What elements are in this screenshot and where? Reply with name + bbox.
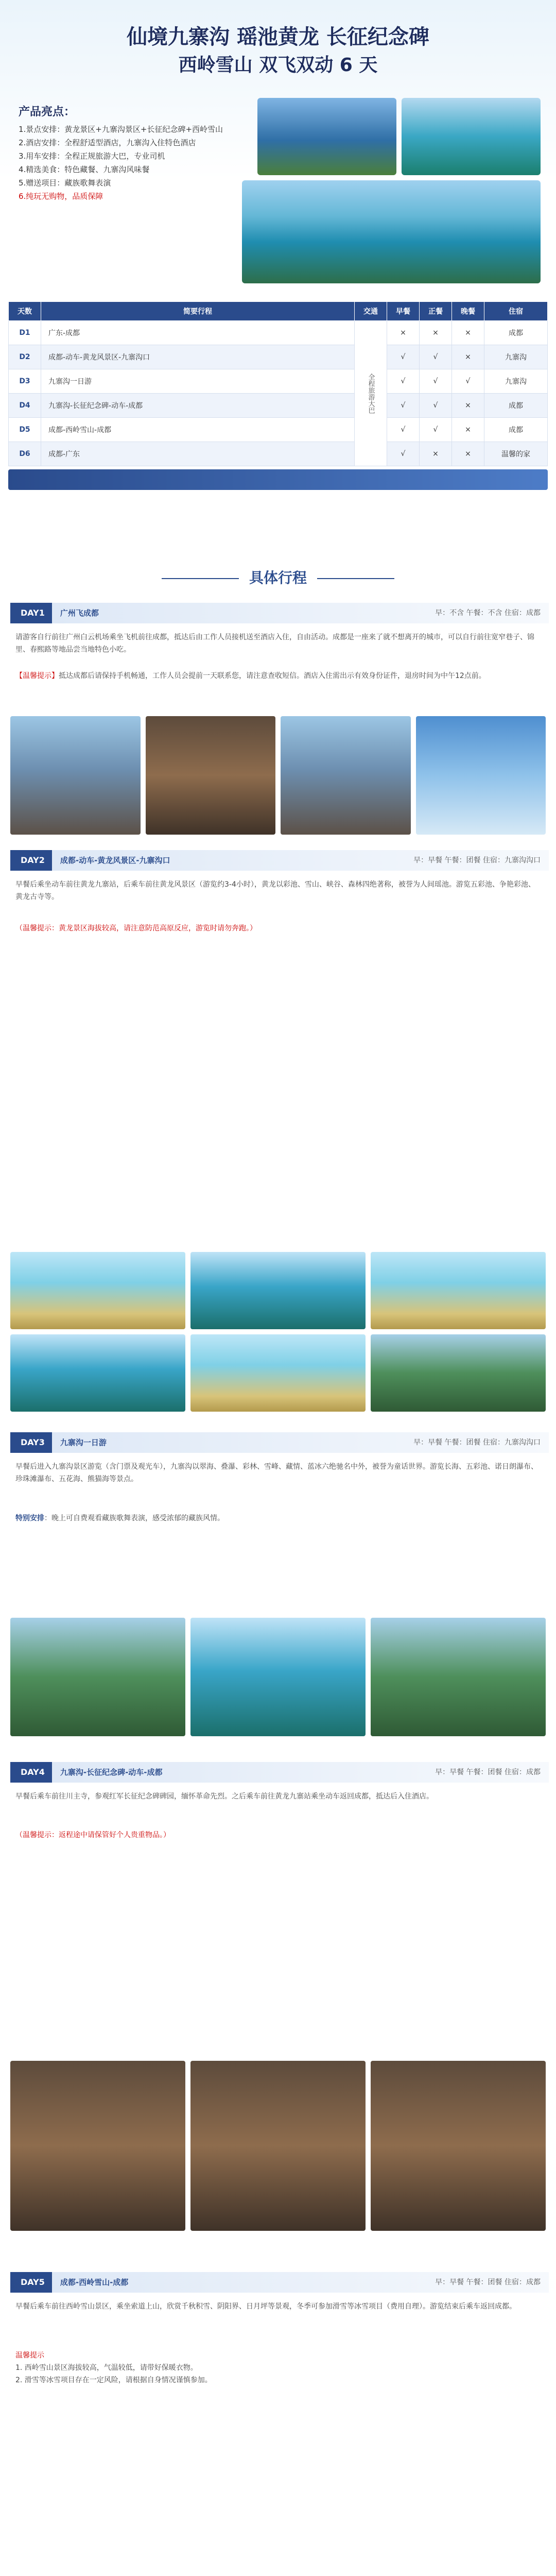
feature-item: 6.纯玩无购物，品质保障: [19, 192, 103, 201]
header-dinner: 晚餐: [452, 302, 484, 321]
hotel-cell: 成都: [484, 418, 548, 442]
photo-terraces: [10, 1252, 185, 1329]
day-route: 九寨沟一日游: [60, 1438, 107, 1447]
hero-banner: [0, 0, 556, 299]
day-header: [10, 1432, 549, 1453]
photo-five-flower-lake: [190, 1618, 366, 1736]
route-cell: 成都-西岭雪山-成都: [41, 418, 355, 442]
hotel-cell: 成都: [484, 321, 548, 345]
hotel-cell: 成都: [484, 394, 548, 418]
feature-item: 5.赠送项目：藏族歌舞表演: [19, 178, 111, 188]
day-header: [10, 2272, 549, 2293]
header-route: 简要行程: [41, 302, 355, 321]
day-route: 成都-动车-黄龙风景区-九寨沟口: [60, 856, 170, 865]
breakfast-cell: √: [387, 394, 420, 418]
photo-ancient-town: [10, 2061, 185, 2231]
day-tag: DAY4: [13, 1762, 52, 1783]
lunch-cell: √: [420, 345, 452, 369]
day-route: 广州飞成都: [60, 608, 99, 618]
breakfast-cell: √: [387, 442, 420, 466]
hotel-cell: 温馨的家: [484, 442, 548, 466]
day-description: 早餐后进入九寨沟景区游览（含门票及观光车），九寨沟以翠海、叠瀑、彩林、雪峰、藏情、蓝冰六绝驰名中外，被誉为童话世界。游览长海、五彩池、诺日朗瀑布、珍珠滩瀑布、五花海、熊猫海等景点。: [15, 1463, 538, 1483]
dinner-cell: ×: [452, 345, 484, 369]
photo-waterfall: [10, 1618, 185, 1736]
tip-text: 抵达成都后请保持手机畅通，工作人员会提前一天联系您，请注意查收短信。酒店入住需出示有效身份证件，退房时间为中午12点前。: [59, 672, 486, 680]
lunch-cell: √: [420, 369, 452, 394]
day-header: [10, 850, 549, 871]
day-cell: D5: [9, 418, 41, 442]
table-row: [9, 418, 548, 442]
feature-item: 4.精选美食：特色藏餐、九寨沟风味餐: [19, 165, 150, 174]
features-list: [19, 123, 235, 203]
lunch-cell: ×: [420, 321, 452, 345]
dinner-cell: ×: [452, 442, 484, 466]
route-cell: 九寨沟-长征纪念碑-动车-成都: [41, 394, 355, 418]
route-cell: 成都-广东: [41, 442, 355, 466]
tip-label: 【温馨提示】: [15, 672, 59, 680]
day-special: 特别安排：晚上可自费观看藏族歌舞表演，感受浓郁的藏族风情。: [15, 1514, 224, 1522]
title-divider: [317, 578, 394, 579]
hero-subtitle: 西岭雪山 双飞双动 6 天: [178, 55, 378, 76]
breakfast-cell: √: [387, 345, 420, 369]
route-cell: 广东-成都: [41, 321, 355, 345]
lunch-cell: ×: [420, 442, 452, 466]
header-transport: 交通: [355, 302, 387, 321]
day-meals: 早：早餐 午餐：团餐 住宿：成都: [435, 2278, 541, 2286]
dinner-cell: √: [452, 369, 484, 394]
hero-photo-lake: [402, 98, 541, 175]
day-description: 早餐后乘车前往西岭雪山景区，乘坐索道上山，欣赏千秋积雪、阴阳界、日月坪等景观，冬季可参加滑雪等冰雪项目（费用自理）。游览结束后乘车返回成都。: [15, 2302, 516, 2311]
header-lunch: 正餐: [420, 302, 452, 321]
rule-item: 2. 滑雪等冰雪项目存在一定风险，请根据自身情况谨慎参加。: [15, 2376, 212, 2384]
breakfast-cell: ×: [387, 321, 420, 345]
day-meals: 早：早餐 午餐：团餐 住宿：成都: [435, 1768, 541, 1776]
day-tip: [15, 670, 541, 682]
lunch-cell: √: [420, 418, 452, 442]
note-red: （温馨提示：返程途中请保管好个人贵重物品。）: [15, 1831, 170, 1839]
features-label: 产品亮点：: [19, 106, 76, 118]
day-meals: 早：早餐 午餐：团餐 住宿：九寨沟沟口: [413, 1438, 541, 1447]
note-red: （温馨提示：黄龙景区海拔较高，请注意防范高原反应，游览时请勿奔跑。）: [15, 924, 257, 933]
day-cell: D1: [9, 321, 41, 345]
photo-row: [10, 1618, 546, 1736]
table-row: [9, 345, 548, 369]
day-header: [10, 603, 549, 623]
route-cell: 成都-动车-黄龙风景区-九寨沟口: [41, 345, 355, 369]
feature-item: 2.酒店安排：全程舒适型酒店，九寨沟入住特色酒店: [19, 138, 196, 147]
special-label: 特别安排: [15, 1514, 44, 1522]
header-day: 天数: [9, 302, 41, 321]
photo-skyline: [416, 716, 546, 835]
photo-lanterns: [371, 2061, 546, 2231]
dinner-cell: ×: [452, 394, 484, 418]
hotel-cell: 九寨沟: [484, 345, 548, 369]
rules-label: 温馨提示: [15, 2351, 44, 2360]
photo-basins: [190, 1334, 366, 1412]
photo-street: [146, 716, 276, 835]
photo-row: [10, 2061, 546, 2231]
day-cell: D3: [9, 369, 41, 394]
route-table: [8, 301, 548, 466]
day-route: 九寨沟-长征纪念碑-动车-成都: [60, 1768, 163, 1777]
table-row: [9, 321, 548, 345]
route-table-section: [8, 301, 548, 526]
photo-forest: [371, 1334, 546, 1412]
day-meals: 早：不含 午餐：不含 住宿：成都: [435, 609, 541, 617]
itinerary-title-text: 具体行程: [249, 569, 307, 586]
hero-photo-mountain: [257, 98, 396, 175]
feature-item: 1.景点安排：黄龙景区+九寨沟景区+长征纪念碑+西岭雪山: [19, 125, 223, 134]
photo-row: [10, 1334, 546, 1412]
route-cell: 九寨沟一日游: [41, 369, 355, 394]
day-cell: D4: [9, 394, 41, 418]
breakfast-cell: √: [387, 418, 420, 442]
dinner-cell: ×: [452, 418, 484, 442]
hero-title: 仙境九寨沟 瑶池黄龙 长征纪念碑: [127, 25, 429, 49]
day-description: 早餐后乘坐动车前往黄龙九寨站，后乘车前往黄龙风景区（游览约3-4小时），黄龙以彩池、雪山、峡谷、森林四绝著称，被誉为人间瑶池。游览五彩池、争艳彩池、黄龙古寺等。: [15, 880, 535, 901]
photo-huanglong: [371, 1252, 546, 1329]
photo-temple: [281, 716, 411, 835]
day-meals: 早：早餐 午餐：团餐 住宿：九寨沟沟口: [413, 856, 541, 865]
header-hotel: 住宿: [484, 302, 548, 321]
special-text: 晚上可自费观看藏族歌舞表演，感受浓郁的藏族风情。: [51, 1514, 224, 1522]
breakfast-cell: √: [387, 369, 420, 394]
day-rules: [15, 2349, 541, 2386]
day-tag: DAY2: [13, 850, 52, 871]
header-breakfast: 早餐: [387, 302, 420, 321]
hero-photos: [242, 98, 546, 289]
day-note: [15, 1829, 541, 1841]
hero-photo-valley: [242, 180, 541, 283]
table-row: [9, 394, 548, 418]
day-description: 早餐后乘车前往川主寺，参观红军长征纪念碑碑园，缅怀革命先烈。之后乘车前往黄龙九寨站乘坐动车返回成都，抵达后入住酒店。: [15, 1792, 433, 1801]
day-route: 成都-西岭雪山-成都: [60, 2278, 129, 2287]
day-tag: DAY3: [13, 1432, 52, 1453]
hotel-cell: 九寨沟: [484, 369, 548, 394]
day-cell: D6: [9, 442, 41, 466]
photo-row: [10, 1252, 546, 1329]
title-divider: [162, 578, 239, 579]
rule-item: 1. 西岭雪山景区海拔较高，气温较低，请带好保暖衣物。: [15, 2364, 198, 2372]
feature-item: 3.用车安排：全程正规旅游大巴，专业司机: [19, 151, 165, 161]
day-tag: DAY1: [13, 603, 52, 623]
itinerary-title: [0, 567, 556, 587]
photo-pearl-shoal: [371, 1618, 546, 1736]
table-row: [9, 442, 548, 466]
day-header: [10, 1762, 549, 1783]
photo-city: [10, 716, 141, 835]
dinner-cell: ×: [452, 321, 484, 345]
day-note: [15, 922, 541, 935]
day-description: 请游客自行前往广州白云机场乘坐飞机前往成都，抵达后由工作人员接机送至酒店入住，自由活动。成都是一座来了就不想离开的城市，可以自行前往宽窄巷子、锦里、春熙路等地品尝当地特色小吃。: [15, 633, 534, 654]
photo-row: [10, 716, 546, 835]
day-cell: D2: [9, 345, 41, 369]
route-table-footer: [8, 469, 548, 490]
photo-night-street: [190, 2061, 366, 2231]
transport-cell: 全程旅游大巴: [355, 321, 387, 466]
photo-lake: [10, 1334, 185, 1412]
lunch-cell: √: [420, 394, 452, 418]
photo-pools: [190, 1252, 366, 1329]
day-tag: DAY5: [13, 2272, 52, 2293]
table-row: [9, 369, 548, 394]
